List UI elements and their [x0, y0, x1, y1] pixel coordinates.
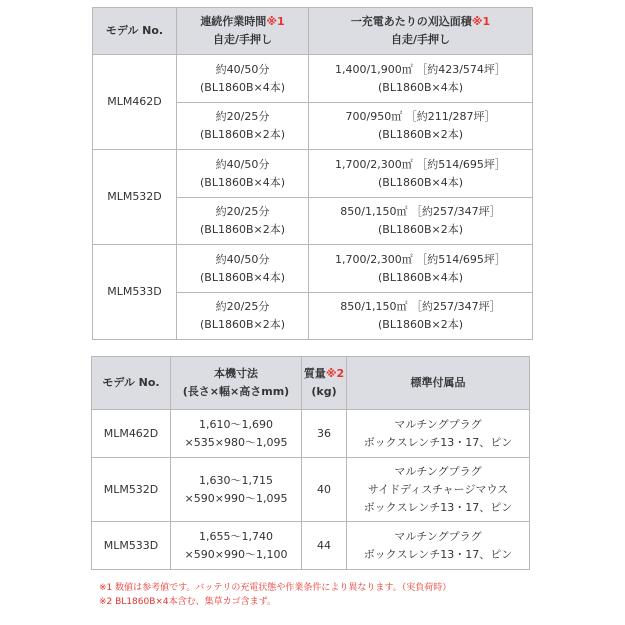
model-cell: MLM462D [93, 55, 177, 150]
mass-cell: 40 [302, 458, 347, 522]
table-row [92, 522, 530, 570]
model-cell: MLM532D [92, 458, 171, 522]
dimensions-cell: 1,630～1,715 ×590×990～1,095 [171, 458, 302, 522]
mass-cell: 44 [302, 522, 347, 570]
area-cell: 850/1,150㎡ ［約257/347坪］ (BL1860B×2本) [309, 293, 533, 340]
header-model: モデル No. [92, 357, 171, 410]
dimensions-cell: 1,610～1,690 ×535×980～1,095 [171, 410, 302, 458]
model-cell: MLM533D [93, 245, 177, 340]
accessories-cell: マルチングプラグ ボックスレンチ13・17、ピン [347, 410, 530, 458]
table-row [93, 245, 533, 293]
runtime-cell: 約20/25分 (BL1860B×2本) [177, 198, 309, 245]
table-row [93, 55, 533, 103]
footnote-1: ※1 数値は参考値です。バッテリの充電状態や作業条件により異なります。（実負荷時） [99, 583, 452, 593]
header-dimensions: 本機寸法 (長さ×幅×高さmm) [171, 357, 302, 410]
runtime-cell: 約40/50分 (BL1860B×4本) [177, 150, 309, 198]
mass-cell: 36 [302, 410, 347, 458]
header-mass: 質量※2 (kg) [302, 357, 347, 410]
area-cell: 850/1,150㎡ ［約257/347坪］ (BL1860B×2本) [309, 198, 533, 245]
header-model: モデル No. [93, 8, 177, 55]
area-cell: 1,400/1,900㎡ ［約423/574坪］ (BL1860B×4本) [309, 55, 533, 103]
accessories-cell: マルチングプラグ ボックスレンチ13・17、ピン [347, 522, 530, 570]
table-row [93, 150, 533, 198]
table-row [92, 458, 530, 522]
spec-table [91, 356, 530, 570]
model-cell: MLM532D [93, 150, 177, 245]
accessories-cell: マルチングプラグ サイドディスチャージマウス ボックスレンチ13・17、ピン [347, 458, 530, 522]
area-cell: 1,700/2,300㎡ ［約514/695坪］ (BL1860B×4本) [309, 245, 533, 293]
runtime-cell: 約20/25分 (BL1860B×2本) [177, 103, 309, 150]
table-row [92, 410, 530, 458]
header-accessories: 標準付属品 [347, 357, 530, 410]
runtime-cell: 約40/50分 (BL1860B×4本) [177, 55, 309, 103]
runtime-cell: 約20/25分 (BL1860B×2本) [177, 293, 309, 340]
header-runtime: 連続作業時間※1 自走/手押し [177, 8, 309, 55]
area-cell: 1,700/2,300㎡ ［約514/695坪］ (BL1860B×4本) [309, 150, 533, 198]
model-cell: MLM533D [92, 522, 171, 570]
model-cell: MLM462D [92, 410, 171, 458]
runtime-table [92, 7, 533, 340]
footnote-2: ※2 BL1860B×4本含む、集草カゴ含まず。 [99, 597, 276, 607]
header-area: 一充電あたりの刈込面積※1 自走/手押し [309, 8, 533, 55]
dimensions-cell: 1,655～1,740 ×590×990～1,100 [171, 522, 302, 570]
area-cell: 700/950㎡ ［約211/287坪］ (BL1860B×2本) [309, 103, 533, 150]
runtime-cell: 約40/50分 (BL1860B×4本) [177, 245, 309, 293]
